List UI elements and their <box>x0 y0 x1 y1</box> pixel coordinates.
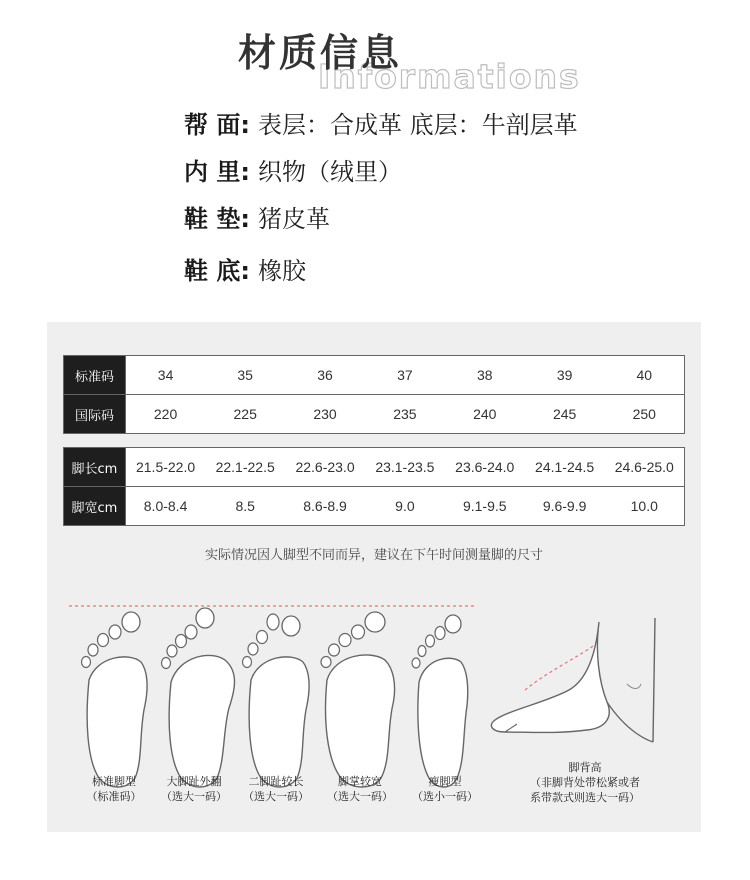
table-cell: 8.5 <box>205 487 285 526</box>
table-cell: 23.1-23.5 <box>365 448 445 487</box>
foot-type-caption: 脚掌较宽 （选大一码） <box>327 775 393 803</box>
foot-type-caption: 二脚趾较长 （选大一码） <box>243 775 309 803</box>
spec-value: 猪皮革 <box>257 205 330 233</box>
table-cell: 9.6-9.9 <box>525 487 605 526</box>
table-cell: 40 <box>605 356 685 395</box>
spec-value: 织物（绒里） <box>257 158 402 186</box>
table-cell: 9.1-9.5 <box>445 487 525 526</box>
table-cell: 21.5-22.0 <box>125 448 205 487</box>
spec-key: 鞋 底: <box>184 257 250 285</box>
spec-lining <box>184 160 402 184</box>
row-header: 标准码 <box>64 356 126 395</box>
table-cell: 36 <box>285 356 365 395</box>
foot-wide-icon <box>321 612 395 787</box>
table-cell: 230 <box>285 395 365 434</box>
row-header: 脚长cm <box>64 448 126 487</box>
table-cell: 240 <box>445 395 525 434</box>
foot-type-caption: 瘦脚型 （选小一码） <box>412 775 478 803</box>
table-cell: 22.1-22.5 <box>205 448 285 487</box>
spec-key: 鞋 垫: <box>184 205 250 233</box>
table-cell: 250 <box>605 395 685 434</box>
foot-type-caption: 大脚趾外翻 （选大一码） <box>161 775 227 803</box>
table-cell: 24.1-24.5 <box>525 448 605 487</box>
size-table-codes <box>63 355 685 434</box>
table-cell: 225 <box>205 395 285 434</box>
table-cell: 23.6-24.0 <box>445 448 525 487</box>
spec-key: 内 里: <box>184 158 250 186</box>
size-table-measurements <box>63 447 685 526</box>
foot-slim-icon <box>412 615 468 787</box>
measurement-note: 实际情况因人脚型不同而异，建议在下午时间测量脚的尺寸 <box>204 548 543 563</box>
table-cell: 37 <box>365 356 445 395</box>
table-row <box>64 448 685 487</box>
spec-key: 帮 面: <box>184 111 250 139</box>
spec-insole <box>184 207 330 231</box>
table-row <box>64 395 685 434</box>
table-cell: 10.0 <box>605 487 685 526</box>
table-cell: 24.6-25.0 <box>605 448 685 487</box>
table-cell: 8.0-8.4 <box>125 487 205 526</box>
table-row <box>64 487 685 526</box>
foot-types <box>47 592 701 832</box>
spec-value: 橡胶 <box>257 257 306 285</box>
table-row <box>64 356 685 395</box>
table-cell: 245 <box>525 395 605 434</box>
table-cell: 8.6-8.9 <box>285 487 365 526</box>
table-cell: 38 <box>445 356 525 395</box>
table-cell: 22.6-23.0 <box>285 448 365 487</box>
row-header: 脚宽cm <box>64 487 126 526</box>
foot-instep-icon <box>491 618 655 742</box>
foot-long-second-toe-icon <box>243 614 310 787</box>
size-guide-panel <box>47 322 701 832</box>
page-title: 材质信息 <box>238 31 403 75</box>
foot-bunion-icon <box>162 608 235 787</box>
page-subtitle-en: Informations <box>318 57 581 96</box>
spec-upper <box>184 113 578 137</box>
row-header: 国际码 <box>64 395 126 434</box>
spec-value: 表层：合成革 底层：牛剖层革 <box>257 111 578 139</box>
table-cell: 9.0 <box>365 487 445 526</box>
title-block <box>0 28 750 98</box>
table-cell: 35 <box>205 356 285 395</box>
table-cell: 220 <box>125 395 205 434</box>
foot-type-caption: 标准脚型 （标准码） <box>86 775 142 803</box>
table-cell: 34 <box>125 356 205 395</box>
table-cell: 39 <box>525 356 605 395</box>
instep-caption: 脚背高 （非脚背处带松紧或者 系带款式则选大一码） <box>530 761 640 804</box>
foot-standard-icon <box>82 612 148 787</box>
table-cell: 235 <box>365 395 445 434</box>
spec-outsole <box>184 259 306 283</box>
